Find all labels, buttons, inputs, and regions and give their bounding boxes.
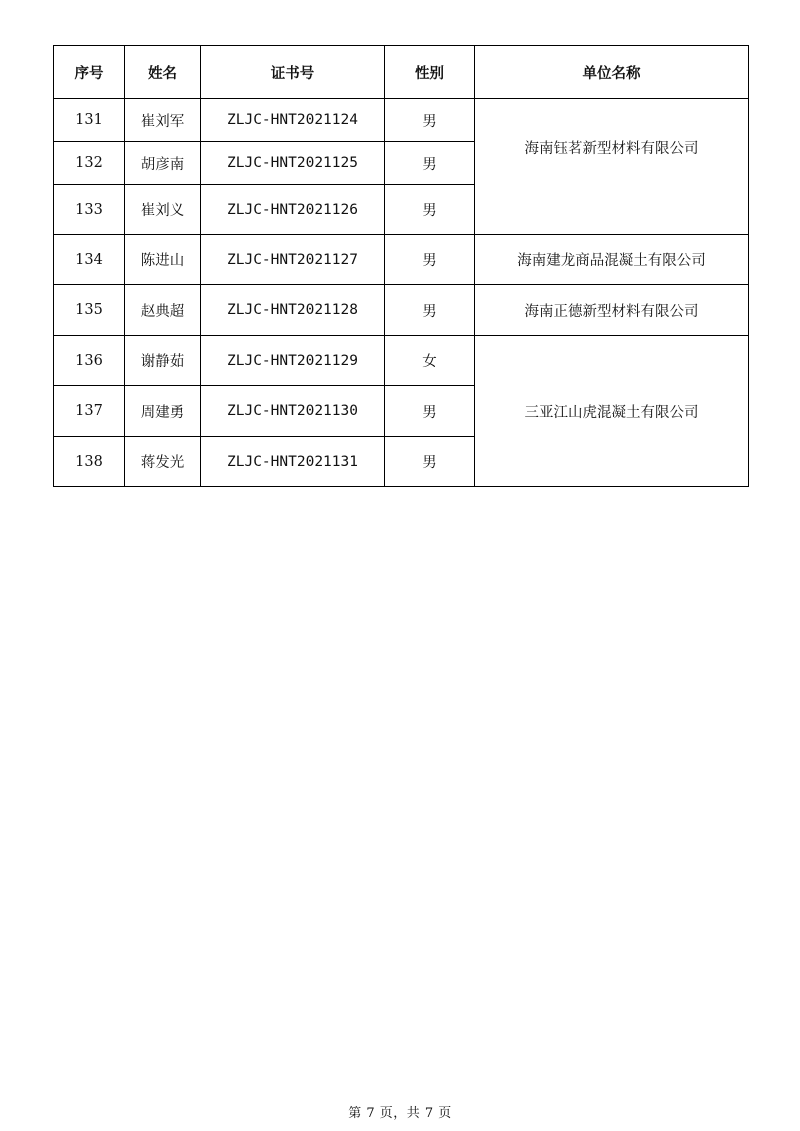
cell-gender: 男 <box>385 142 475 185</box>
cell-seq: 135 <box>54 285 125 336</box>
cell-name: 崔刘义 <box>125 185 201 235</box>
cell-seq: 138 <box>54 437 125 487</box>
cell-org: 海南钰茗新型材料有限公司 <box>475 99 749 235</box>
cell-gender: 男 <box>385 437 475 487</box>
cell-cert: ZLJC-HNT2021131 <box>201 437 385 487</box>
cell-seq: 133 <box>54 185 125 235</box>
cell-name: 赵典超 <box>125 285 201 336</box>
table-row <box>54 235 749 285</box>
cell-org: 海南建龙商品混凝土有限公司 <box>475 235 749 285</box>
cell-name: 周建勇 <box>125 386 201 437</box>
cell-cert: ZLJC-HNT2021126 <box>201 185 385 235</box>
cell-seq: 137 <box>54 386 125 437</box>
table-row <box>54 285 749 336</box>
cell-cert: ZLJC-HNT2021128 <box>201 285 385 336</box>
header-name: 姓名 <box>125 46 201 99</box>
cell-seq: 136 <box>54 336 125 386</box>
cell-name: 陈进山 <box>125 235 201 285</box>
cell-cert: ZLJC-HNT2021130 <box>201 386 385 437</box>
cell-gender: 女 <box>385 336 475 386</box>
cell-gender: 男 <box>385 185 475 235</box>
cell-gender: 男 <box>385 285 475 336</box>
cell-name: 崔刘军 <box>125 99 201 142</box>
cell-gender: 男 <box>385 386 475 437</box>
header-org: 单位名称 <box>475 46 749 99</box>
cell-cert: ZLJC-HNT2021129 <box>201 336 385 386</box>
cell-name: 蒋发光 <box>125 437 201 487</box>
cell-cert: ZLJC-HNT2021124 <box>201 99 385 142</box>
cell-name: 胡彦南 <box>125 142 201 185</box>
roster-table <box>53 45 749 487</box>
header-row <box>54 46 749 99</box>
cell-gender: 男 <box>385 235 475 285</box>
table-row <box>54 336 749 386</box>
cell-seq: 131 <box>54 99 125 142</box>
cell-seq: 132 <box>54 142 125 185</box>
cell-gender: 男 <box>385 99 475 142</box>
cell-org: 海南正德新型材料有限公司 <box>475 285 749 336</box>
page-number: 第 7 页，共 7 页 <box>348 1106 452 1121</box>
cell-org: 三亚江山虎混凝土有限公司 <box>475 336 749 487</box>
cell-cert: ZLJC-HNT2021125 <box>201 142 385 185</box>
header-cert: 证书号 <box>201 46 385 99</box>
table-row <box>54 99 749 142</box>
cell-seq: 134 <box>54 235 125 285</box>
header-seq: 序号 <box>54 46 125 99</box>
header-gender: 性别 <box>385 46 475 99</box>
cell-cert: ZLJC-HNT2021127 <box>201 235 385 285</box>
cell-name: 谢静茹 <box>125 336 201 386</box>
